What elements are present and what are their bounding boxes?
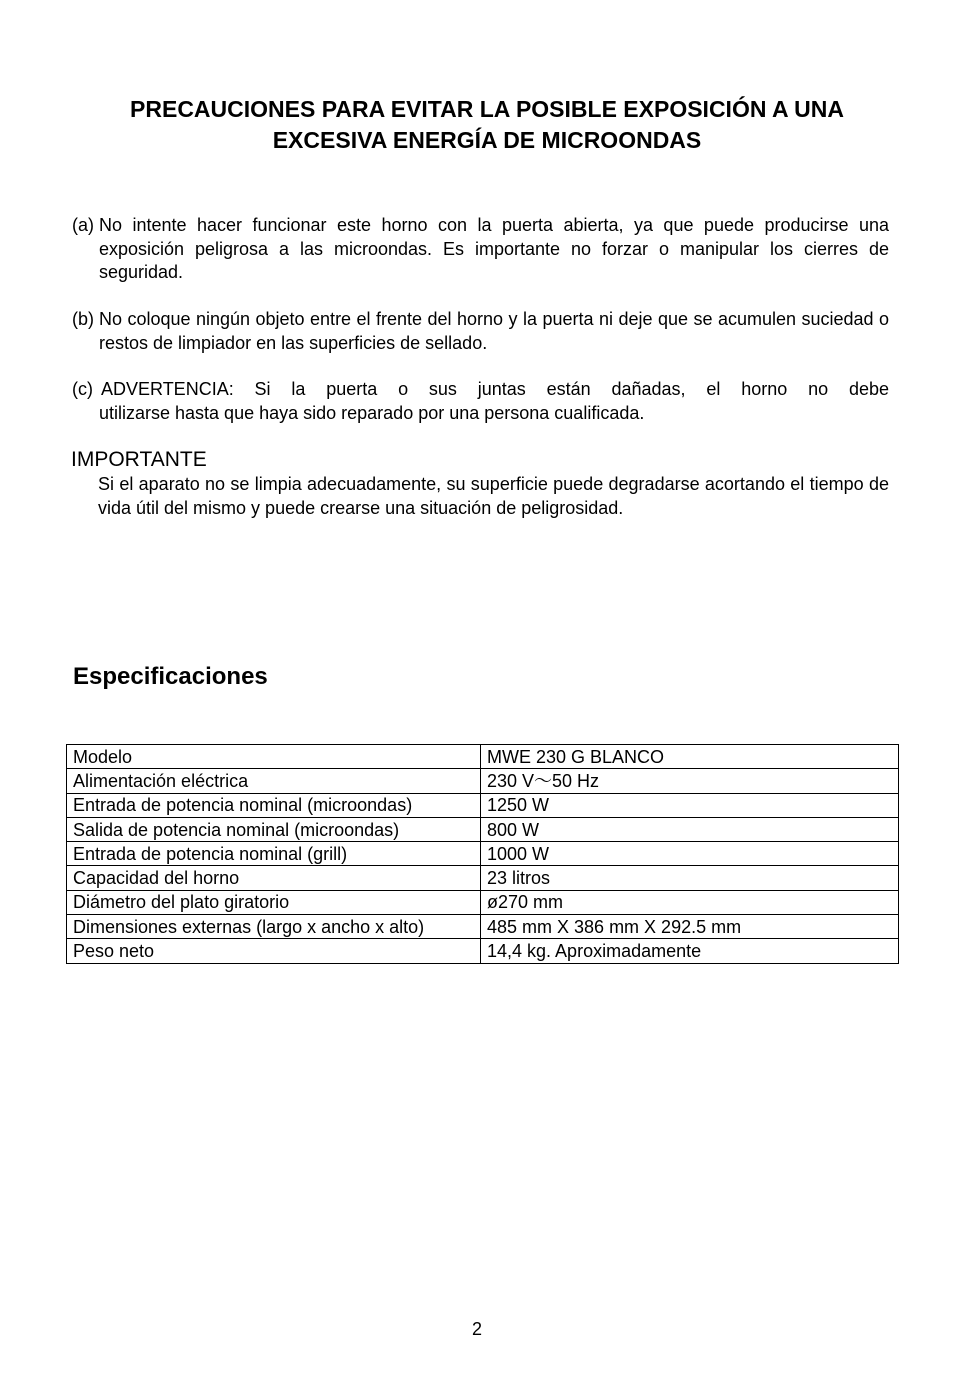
specifications-table xyxy=(66,744,899,964)
precaution-text-c-lead: ADVERTENCIA: Si la puerta o sus juntas están dañadas, el horno no debe xyxy=(101,379,889,399)
spec-value-net-weight: 14,4 kg. Aproximadamente xyxy=(481,939,899,963)
spec-value-capacity: 23 litros xyxy=(481,866,899,890)
precaution-text-c-continuation: utilizarse hasta que haya sido reparado por una persona cualificada. xyxy=(99,402,645,423)
spec-value-power-supply: 230 V～50 Hz xyxy=(481,769,899,793)
spec-label-external-dimensions: Dimensiones externas (largo x ancho x alto) xyxy=(67,915,481,939)
precaution-marker-a: (a) xyxy=(72,215,94,235)
precaution-item-a xyxy=(72,214,889,285)
spec-value-turntable-diameter: ø270 mm xyxy=(481,890,899,914)
table-row xyxy=(67,793,899,817)
spec-label-power-supply: Alimentación eléctrica xyxy=(67,769,481,793)
spec-value-model: MWE 230 G BLANCO xyxy=(481,745,899,769)
precaution-text-a: No intente hacer funcionar este horno con la puerta abierta, ya que puede producirse una exposición peligrosa a las microondas. Es importante no forzar o manipular los cierres de seguridad. xyxy=(99,215,889,282)
precaution-item-b xyxy=(72,308,889,355)
page-title xyxy=(40,94,934,156)
spec-label-microwave-input: Entrada de potencia nominal (microondas) xyxy=(67,793,481,817)
spec-value-microwave-output: 800 W xyxy=(481,817,899,841)
spec-value-microwave-input: 1250 W xyxy=(481,793,899,817)
precaution-item-c xyxy=(72,378,889,425)
table-row xyxy=(67,939,899,963)
spec-label-turntable-diameter: Diámetro del plato giratorio xyxy=(67,890,481,914)
table-row xyxy=(67,890,899,914)
spec-value-external-dimensions: 485 mm X 386 mm X 292.5 mm xyxy=(481,915,899,939)
specifications-heading: Especificaciones xyxy=(73,663,268,690)
table-row xyxy=(67,842,899,866)
spec-label-grill-input: Entrada de potencia nominal (grill) xyxy=(67,842,481,866)
spec-label-net-weight: Peso neto xyxy=(67,939,481,963)
page-title-line-1: PRECAUCIONES PARA EVITAR LA POSIBLE EXPOSICIÓN A UNA xyxy=(130,96,844,122)
precaution-marker-c: (c) xyxy=(72,379,93,399)
table-row xyxy=(67,866,899,890)
table-row xyxy=(67,817,899,841)
important-text: Si el aparato no se limpia adecuadamente, su superficie puede degradarse acortando el tiempo de vida útil del mismo y puede crearse una situación de peligrosidad. xyxy=(98,474,889,518)
precaution-marker-b: (b) xyxy=(72,309,94,329)
important-heading: IMPORTANTE xyxy=(71,448,207,471)
spec-value-grill-input: 1000 W xyxy=(481,842,899,866)
spec-label-model: Modelo xyxy=(67,745,481,769)
table-row xyxy=(67,769,899,793)
page-title-line-2: EXCESIVA ENERGÍA DE MICROONDAS xyxy=(272,127,702,153)
spec-label-microwave-output: Salida de potencia nominal (microondas) xyxy=(67,817,481,841)
precaution-text-b: No coloque ningún objeto entre el frente del horno y la puerta ni deje que se acumulen suciedad o restos de limpiador en las superficies de sellado. xyxy=(99,309,889,353)
table-row xyxy=(67,745,899,769)
table-row xyxy=(67,915,899,939)
page-number: 2 xyxy=(471,1319,482,1339)
spec-label-capacity: Capacidad del horno xyxy=(67,866,481,890)
